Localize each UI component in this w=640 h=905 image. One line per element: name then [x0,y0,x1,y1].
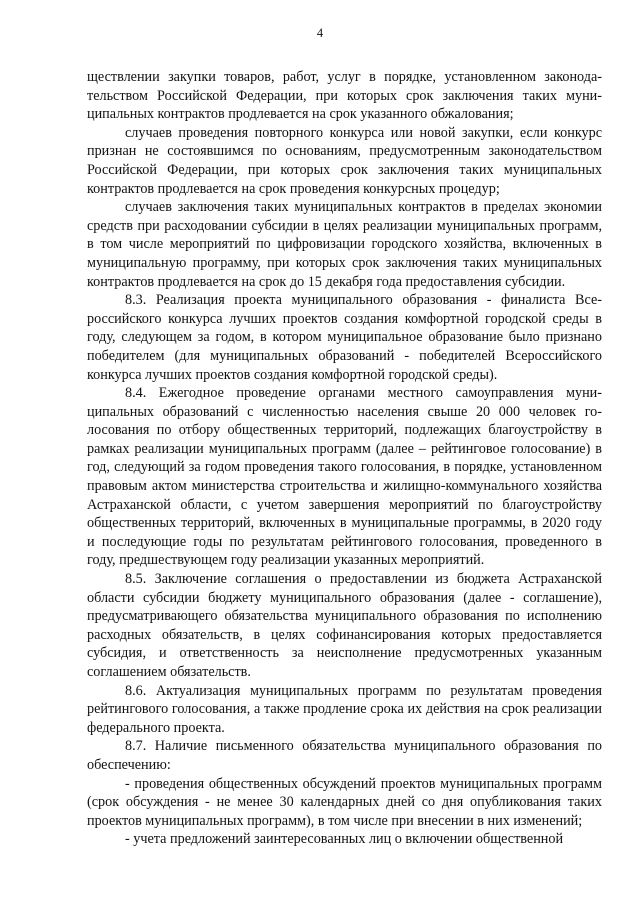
paragraph-8-7: 8.7. Наличие письменного обязательства муниципального образования по обеспечению: [87,738,602,773]
paragraph: случаев заключения таких муниципальных контрактов в пределах экономии средств при расходовании субсидии в целях реализации муниципальных программ, в том числе мероприятий по цифровизации городского хозяйства, включенных в муниципальную программу, при которых срок заключения таких муниципальных контрактов продлевается на срок до 15 декабря года предоставления субсидии. [87,199,602,290]
paragraph-8-4: 8.4. Ежегодное проведение органами местного самоуправления муниципальных образований с численностью населения свыше 20 000 человек голосования по отбору общественных территорий, подлежащих благоустройству в рамках реализации муниципальных программ (далее – рейтинговое голосование) в год, следующий за годом проведения такого голосования, в порядке, установленном правовым актом министерства строительства и жилищно-коммунального хозяйства Астраханской области, с учетом завершения мероприятий по благоустройству общественных территорий, включенных в муниципальные программы, в 2020 году и последующие годы по результатам рейтингового голосования, проведенного в году, предшествующем году реализации указанных мероприятий. [87,385,602,569]
list-item: - учета предложений заинтересованных лиц о включении общественной [125,831,564,848]
paragraph: ществлении закупки товаров, работ, услуг в порядке, установленном законодательством Российской Федерации, при которых срок заключения таких муниципальных контрактов продлевается на срок указанного обжалования; [87,69,602,123]
paragraph-8-3: 8.3. Реализация проекта муниципального образования - финалиста Всероссийского конкурса лучших проектов создания комфортной городской среды в году, следующем за годом, в котором муниципальное образование было признано победителем (для муниципальных образований - победителей Всероссийского конкурса лучших проектов создания комфортной городской среды). [87,292,602,383]
paragraph-8-6: 8.6. Актуализация муниципальных программ по результатам проведения рейтингового голосования, а также продление срока их действия на срок реализации федерального проекта. [87,682,602,736]
list-item: - проведения общественных обсуждений проектов муниципальных программ (срок обсуждения - не менее 30 календарных дней со дня опубликования таких проектов муниципальных программ), в том числе при внесении в них изменений; [87,775,602,829]
paragraph: случаев проведения повторного конкурса или новой закупки, если конкурс признан не состоявшимся по основаниям, предусмотренным законодательством Российской Федерации, при которых срок заключения таких муниципальных контрактов продлевается на срок проведения конкурсных процедур; [87,124,602,197]
page-number: 4 [316,26,324,40]
paragraph-8-5: 8.5. Заключение соглашения о предоставлении из бюджета Астраханской области субсидии бюджету муниципального образования (далее - соглашение), предусматривающего обязательства муниципального образования по исполнению расходных обязательств, в целях софинансирования которых предоставляется субсидия, и ответственность за неисполнение предусмотренных указанным соглашением обязательств. [87,571,602,680]
document-body [87,68,602,849]
